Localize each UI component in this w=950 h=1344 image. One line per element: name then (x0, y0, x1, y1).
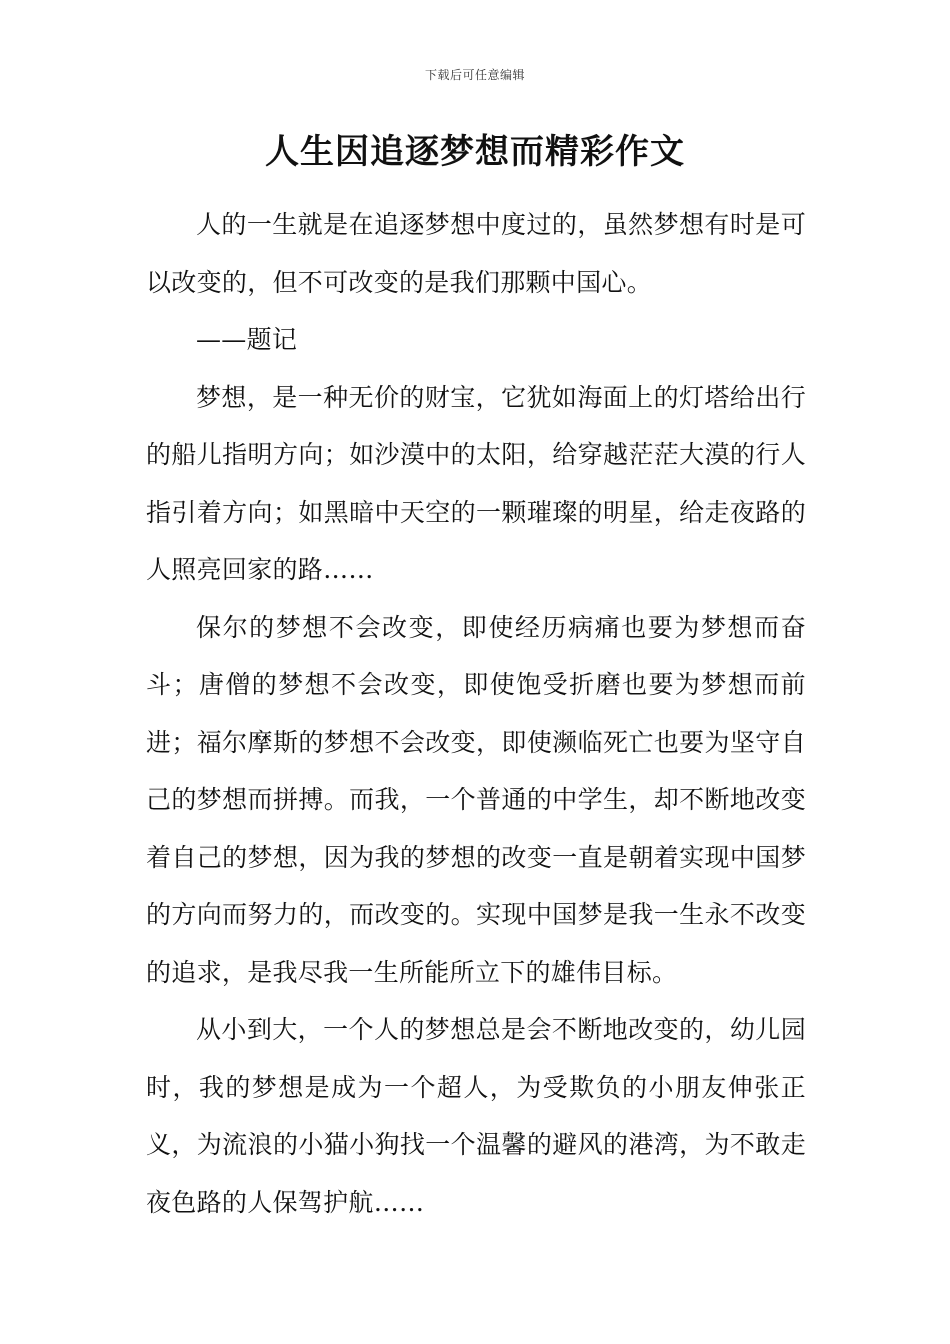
document-body (146, 196, 806, 1231)
document-title: 人生因追逐梦想而精彩作文 (265, 132, 685, 172)
paragraph-epigraph-note: ——题记 (196, 325, 298, 354)
paragraph-intro: 人的一生就是在追逐梦想中度过的，虽然梦想有时是可以改变的，但不可改变的是我们那颗中国心。 (146, 210, 806, 297)
paragraph-examples: 保尔的梦想不会改变，即使经历病痛也要为梦想而奋斗；唐僧的梦想不会改变，即使饱受折磨也要为梦想而前进；福尔摩斯的梦想不会改变，即使濒临死亡也要为坚守自己的梦想而拼搏。而我，一个普通的中学生，却不断地改变着自己的梦想，因为我的梦想的改变一直是朝着实现中国梦的方向而努力的，而改变的。实现中国梦是我一生永不改变的追求，是我尽我一生所能所立下的雄伟目标。 (146, 612, 806, 987)
header-note: 下载后可任意编辑 (424, 68, 525, 82)
paragraph-dream-metaphor: 梦想，是一种无价的财宝，它犹如海面上的灯塔给出行的船儿指明方向；如沙漠中的太阳，给穿越茫茫大漠的行人指引着方向；如黑暗中天空的一颗璀璨的明星，给走夜路的人照亮回家的路…… (146, 382, 806, 584)
paragraph-childhood: 从小到大，一个人的梦想总是会不断地改变的，幼儿园时，我的梦想是成为一个超人，为受欺负的小朋友伸张正义，为流浪的小猫小狗找一个温馨的避风的港湾，为不敢走夜色路的人保驾护航…… (146, 1015, 806, 1217)
